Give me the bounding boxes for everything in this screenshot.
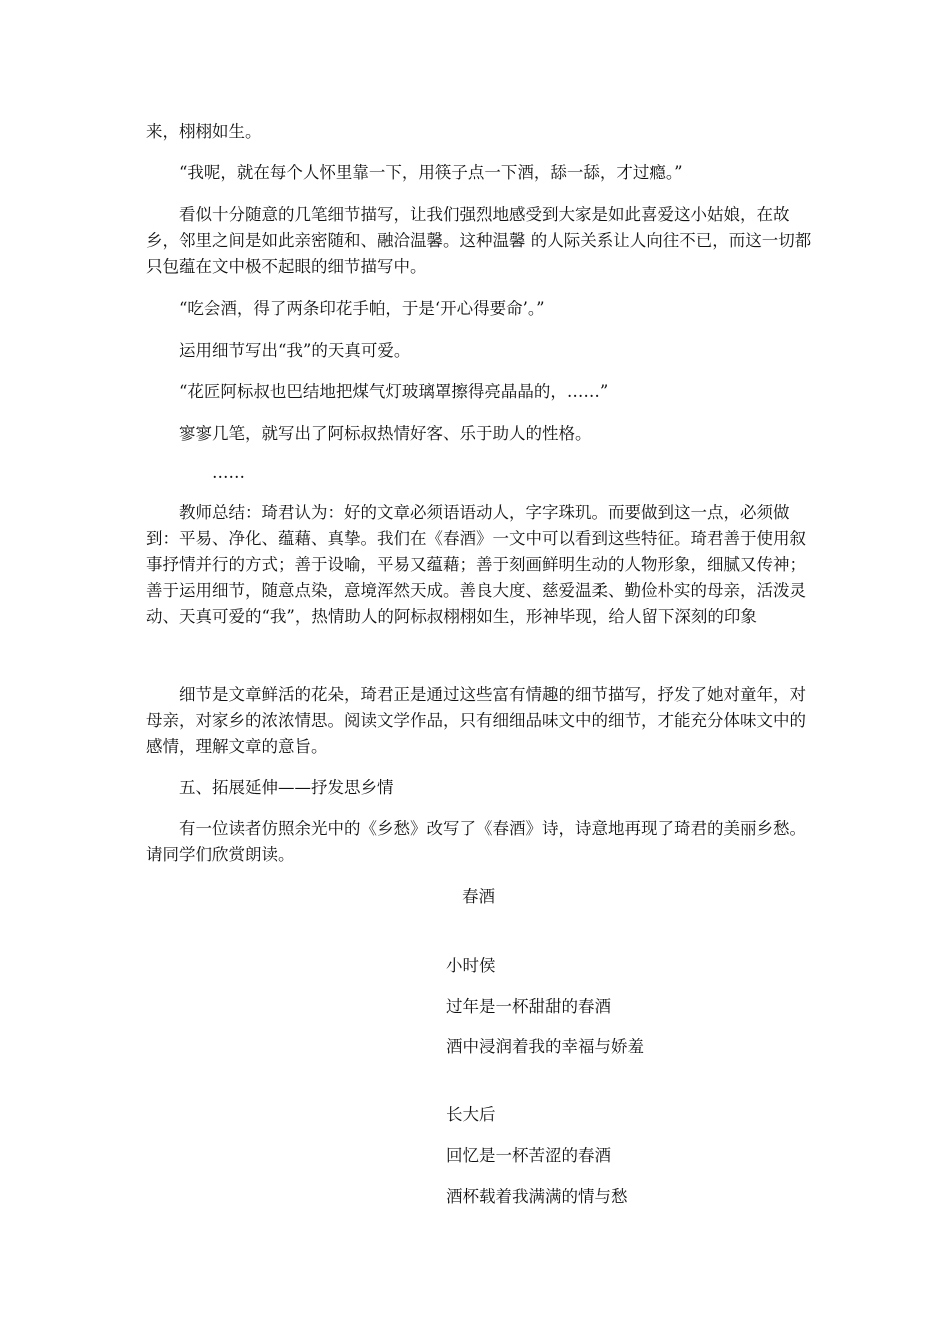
quote-paragraph: “我呢，就在每个人怀里靠一下，用筷子点一下酒，舔一舔，才过瘾。”	[179, 163, 683, 182]
quote-paragraph: “花匠阿标叔也巴结地把煤气灯玻璃罩擦得亮晶晶的，……”	[179, 382, 609, 401]
poem-title: 春酒	[462, 887, 495, 906]
paragraph-continuation: 来，栩栩如生。	[146, 122, 262, 141]
quote-paragraph: “吃会酒，得了两条印花手帕，于是‘开心得要命’。”	[179, 299, 545, 318]
poem-line: 酒杯载着我满满的情与愁	[446, 1187, 628, 1206]
poem-line: 过年是一杯甜甜的春酒	[446, 997, 611, 1016]
ellipsis-line: ……	[212, 463, 245, 482]
intro-paragraph: 有一位读者仿照余光中的《乡愁》改写了《春酒》诗，诗意地再现了琦君的美丽乡愁。请同学们欣赏朗读。	[146, 819, 806, 864]
section-heading: 五、拓展延伸——抒发思乡情	[179, 778, 394, 797]
poem-line: 长大后	[446, 1105, 496, 1124]
poem-line: 回忆是一杯苦涩的春酒	[446, 1146, 611, 1165]
teacher-summary-paragraph: 教师总结：琦君认为：好的文章必须语语动人，字字珠玑。而要做到这一点，必须做到：平易、净化、蕴藉、真挚。我们在《春酒》一文中可以看到这些特征。琦君善于使用叙事抒情并行的方式；善于设喻，平易又蕴藉；善于刻画鲜明生动的人物形象，细腻又传神；善于运用细节，随意点染，意境浑然天成。善良大度、慈爱温柔、勤俭朴实的母亲，活泼灵动、天真可爱的“我”，热情助人的阿标叔栩栩如生，形神毕现，给人留下深刻的印象	[146, 503, 806, 626]
poem-line: 小时侯	[446, 956, 496, 975]
analysis-paragraph: 运用细节写出“我”的天真可爱。	[179, 341, 411, 360]
analysis-paragraph: 寥寥几笔，就写出了阿标叔热情好客、乐于助人的性格。	[179, 424, 592, 443]
detail-paragraph: 细节是文章鲜活的花朵，琦君正是通过这些富有情趣的细节描写，抒发了她对童年，对母亲，对家乡的浓浓情思。阅读文学作品，只有细细品味文中的细节，才能充分体味文中的感情，理解文章的意旨。	[146, 685, 806, 756]
poem-line: 酒中浸润着我的幸福与娇羞	[446, 1037, 644, 1056]
analysis-paragraph: 看似十分随意的几笔细节描写，让我们强烈地感受到大家是如此喜爱这小姑娘，在故乡，邻里之间是如此亲密随和、融洽温馨。这种温馨 的人际关系让人向往不已，而这一切都只包蕴在文中极不起眼的细节描写中。	[146, 205, 812, 276]
